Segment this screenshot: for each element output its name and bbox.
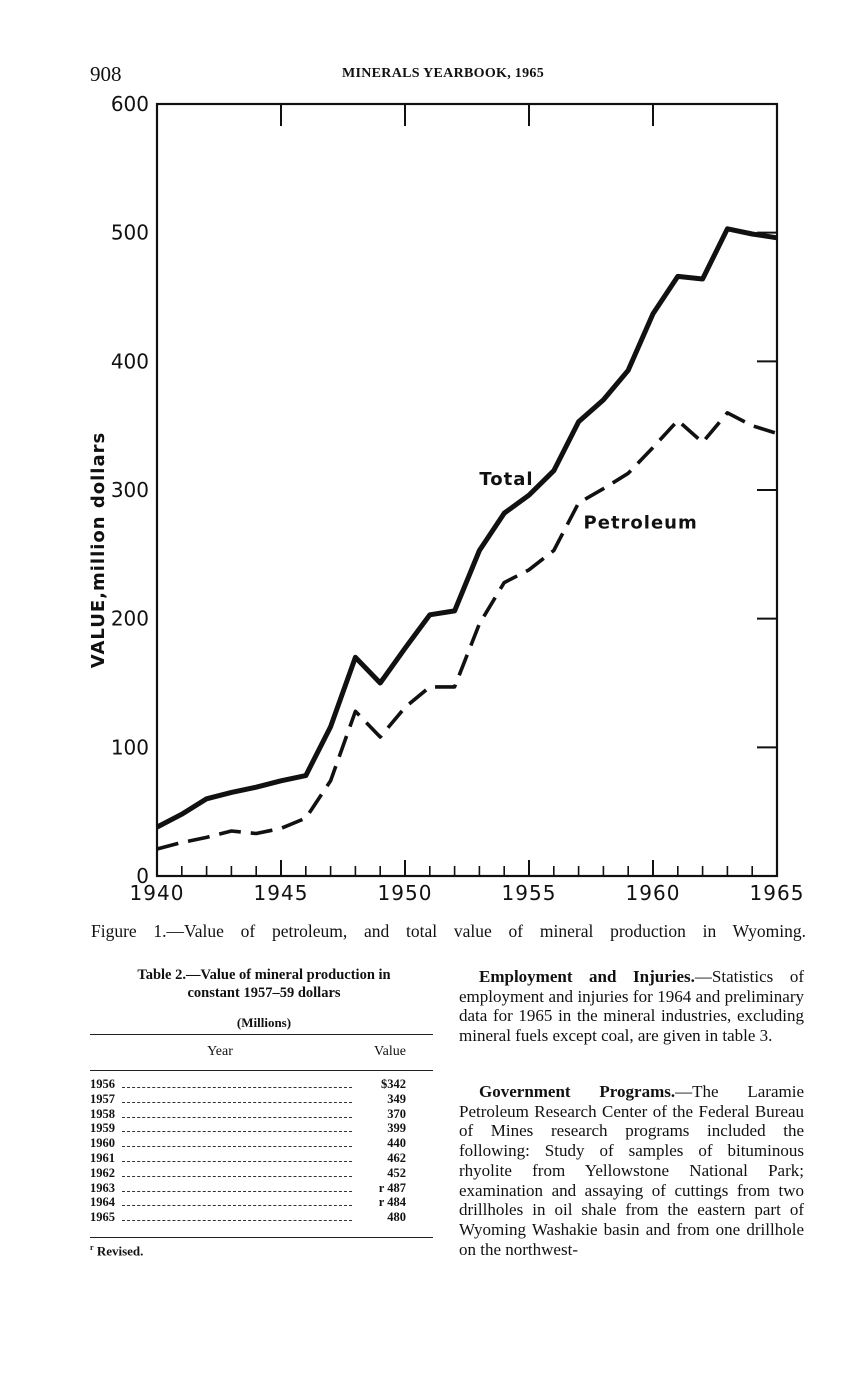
table-rule-header [90, 1070, 433, 1071]
table-header-value: Value [374, 1044, 406, 1059]
table-cell-year: 1958 [90, 1106, 115, 1121]
x-tick-label: 1965 [749, 881, 805, 905]
plot-frame [157, 104, 777, 876]
table-row [90, 1181, 410, 1195]
table-cell-year: 1962 [90, 1165, 115, 1180]
employment-paragraph [459, 967, 804, 1046]
leader-dots [122, 1102, 352, 1103]
y-tick-label: 300 [110, 478, 149, 502]
table-row [90, 1092, 410, 1106]
table-cell-year: 1963 [90, 1180, 115, 1195]
x-tick-label: 1955 [501, 881, 557, 905]
table-row [90, 1107, 410, 1121]
table-cell-value: 440 [387, 1136, 406, 1151]
table-title [90, 966, 438, 1002]
government-text: —The Laramie Petroleum Research Center of the Federal Bureau of Mines research programs included the following: Study of samples of bituminous rhyolite from Yellowstone National Park; examination and assaying of cuttings from two drillholes in oil shale from the eastern part of Wyoming Washakie basin and from one drillhole on the northwest- [459, 1082, 804, 1259]
table-row [90, 1121, 410, 1135]
leader-dots [122, 1146, 352, 1147]
y-tick-label: 200 [110, 606, 149, 631]
leader-dots [122, 1087, 352, 1088]
government-paragraph [459, 1082, 804, 1259]
table-title-line2: constant 1957–59 dollars [187, 985, 341, 1001]
footnote-mark: r [90, 1243, 94, 1252]
y-tick-label: 600 [110, 92, 149, 116]
table-cell-value: 452 [387, 1165, 406, 1180]
table-cell-year: 1957 [90, 1091, 115, 1106]
x-tick-label: 1945 [253, 881, 309, 905]
y-tick-label: 500 [110, 220, 149, 245]
government-heading: Government Programs. [479, 1082, 676, 1101]
leader-dots [122, 1191, 352, 1192]
x-tick-label: 1950 [377, 881, 433, 905]
table-cell-value: 349 [387, 1091, 406, 1106]
leader-dots [122, 1161, 352, 1162]
table-row [90, 1151, 410, 1165]
series-line-petroleum [157, 413, 777, 849]
table-cell-value: 480 [387, 1210, 406, 1225]
table-cell-value: 462 [387, 1151, 406, 1165]
table-cell-year: 1960 [90, 1136, 115, 1151]
page-number: 908 [90, 62, 122, 86]
table-cell-value: r 487 [378, 1180, 406, 1195]
employment-text: —Statistics of employment and injuries for 1964 and preliminary data for 1965 in the mineral industries, excluding mineral fuels except coal, are given in table 3. [459, 967, 804, 1046]
table-unit: (Millions) [236, 1015, 292, 1030]
footnote-text: Revised. [96, 1243, 144, 1259]
table-row [90, 1166, 410, 1180]
table-row [90, 1136, 410, 1150]
table-row [90, 1195, 410, 1209]
table-row [90, 1210, 410, 1224]
table-title-line1: Table 2.—Value of mineral production in [137, 967, 391, 983]
table-cell-value: r 484 [378, 1195, 406, 1210]
table-header-year: Year [207, 1044, 233, 1059]
y-tick-label: 0 [136, 864, 149, 888]
table-cell-year: 1956 [90, 1077, 115, 1091]
running-title: MINERALS YEARBOOK, 1965 [342, 66, 545, 81]
leader-dots [122, 1205, 352, 1206]
leader-dots [122, 1131, 352, 1132]
table-cell-value: $342 [381, 1077, 406, 1091]
table-cell-value: 370 [387, 1106, 406, 1121]
y-tick-label: 100 [110, 735, 149, 760]
annotation-petroleum: Petroleum [583, 512, 698, 534]
table-cell-year: 1964 [90, 1195, 115, 1210]
table-rule-bottom [90, 1237, 433, 1238]
annotation-total: Total [479, 468, 534, 490]
x-tick-label: 1940 [129, 881, 185, 905]
employment-heading: Employment and Injuries. [479, 967, 695, 986]
table-footnote [90, 1243, 143, 1259]
leader-dots [122, 1220, 352, 1221]
leader-dots [122, 1176, 352, 1177]
table-rule-top [90, 1034, 433, 1035]
table-cell-year: 1961 [90, 1151, 115, 1165]
figure-caption: Figure 1.—Value of petroleum, and total value of mineral production in Wyoming. [91, 921, 806, 941]
table-cell-value: 399 [387, 1121, 406, 1136]
x-tick-label: 1960 [625, 881, 681, 905]
y-tick-label: 400 [110, 349, 149, 374]
leader-dots [122, 1117, 352, 1118]
table-row [90, 1077, 410, 1091]
y-axis-label: VALUE,million dollars [88, 431, 109, 669]
table-cell-year: 1959 [90, 1121, 115, 1136]
table-cell-year: 1965 [90, 1210, 115, 1225]
